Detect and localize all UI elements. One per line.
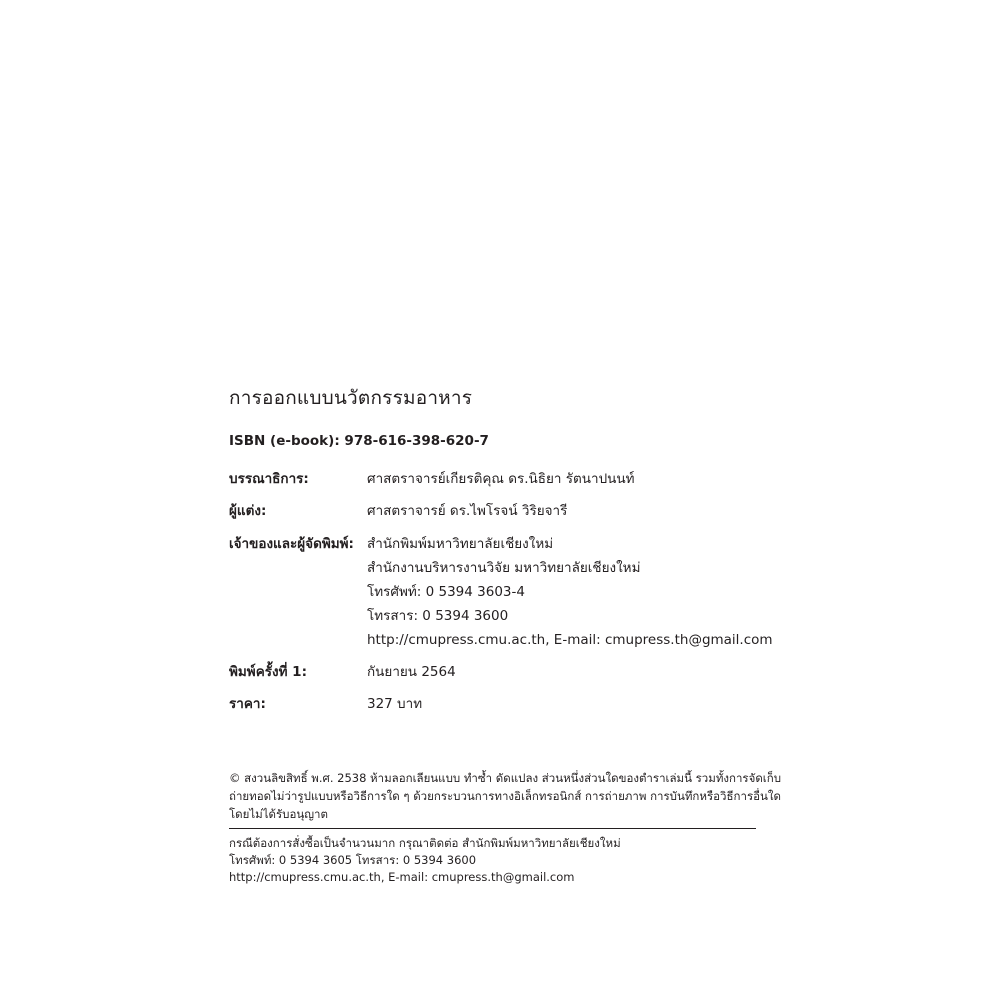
copyright-line: ถ่ายทอดไม่ว่ารูปแบบหรือวิธีการใด ๆ ด้วยกระบวนการทางอิเล็กทรอนิกส์ การถ่ายภาพ การบันทึกหรือวิธีการอื่นใด	[229, 789, 781, 803]
publisher-phone: โทรศัพท์: 0 5394 3603-4	[367, 584, 525, 600]
publisher-fax: โทรสาร: 0 5394 3600	[367, 608, 509, 624]
divider-line	[229, 828, 756, 829]
editor-row	[229, 470, 789, 488]
order-info-line: http://cmupress.cmu.ac.th, E-mail: cmupress.th@gmail.com	[229, 870, 575, 884]
publisher-office: สำนักงานบริหารงานวิจัย มหาวิทยาลัยเชียงใหม่	[367, 560, 641, 576]
first-print-value: กันยายน 2564	[367, 664, 456, 680]
order-info-line: กรณีต้องการสั่งซื้อเป็นจำนวนมาก กรุณาติดต่อ สำนักพิมพ์มหาวิทยาลัยเชียงใหม่	[229, 836, 621, 850]
first-print-row	[229, 663, 789, 681]
price-row	[229, 695, 789, 713]
author-row	[229, 502, 789, 520]
isbn: ISBN (e-book): 978-616-398-620-7	[229, 433, 489, 449]
author-label: ผู้แต่ง:	[229, 503, 267, 519]
editor-value: ศาสตราจารย์เกียรติคุณ ดร.นิธิยา รัตนาปนนท์	[367, 471, 635, 487]
editor-label: บรรณาธิการ:	[229, 471, 309, 487]
order-info-line: โทรศัพท์: 0 5394 3605 โทรสาร: 0 5394 3600	[229, 853, 477, 867]
publisher-web-email: http://cmupress.cmu.ac.th, E-mail: cmupress.th@gmail.com	[367, 632, 773, 648]
price-value: 327 บาท	[367, 696, 423, 712]
first-print-label: พิมพ์ครั้งที่ 1:	[229, 664, 307, 680]
copyright-line: © สงวนลิขสิทธิ์ พ.ศ. 2538 ห้ามลอกเลียนแบบ ทำซ้ำ ดัดแปลง ส่วนหนึ่งส่วนใดของตำราเล่มนี้ รวมทั้งการจัดเก็บ	[229, 771, 782, 785]
publication-details	[229, 470, 789, 713]
publisher-values	[367, 535, 789, 649]
publisher-label: เจ้าของและผู้จัดพิมพ์:	[229, 536, 354, 552]
copyright-line: โดยไม่ได้รับอนุญาต	[229, 807, 328, 821]
copyright-notice	[229, 769, 782, 823]
book-title: การออกแบบนวัตกรรมอาหาร	[229, 387, 473, 409]
publisher-name: สำนักพิมพ์มหาวิทยาลัยเชียงใหม่	[367, 536, 554, 552]
publisher-row	[229, 535, 789, 649]
order-contact-info	[229, 835, 621, 886]
author-value: ศาสตราจารย์ ดร.ไพโรจน์ วิริยจารี	[367, 503, 568, 519]
price-label: ราคา:	[229, 696, 266, 712]
